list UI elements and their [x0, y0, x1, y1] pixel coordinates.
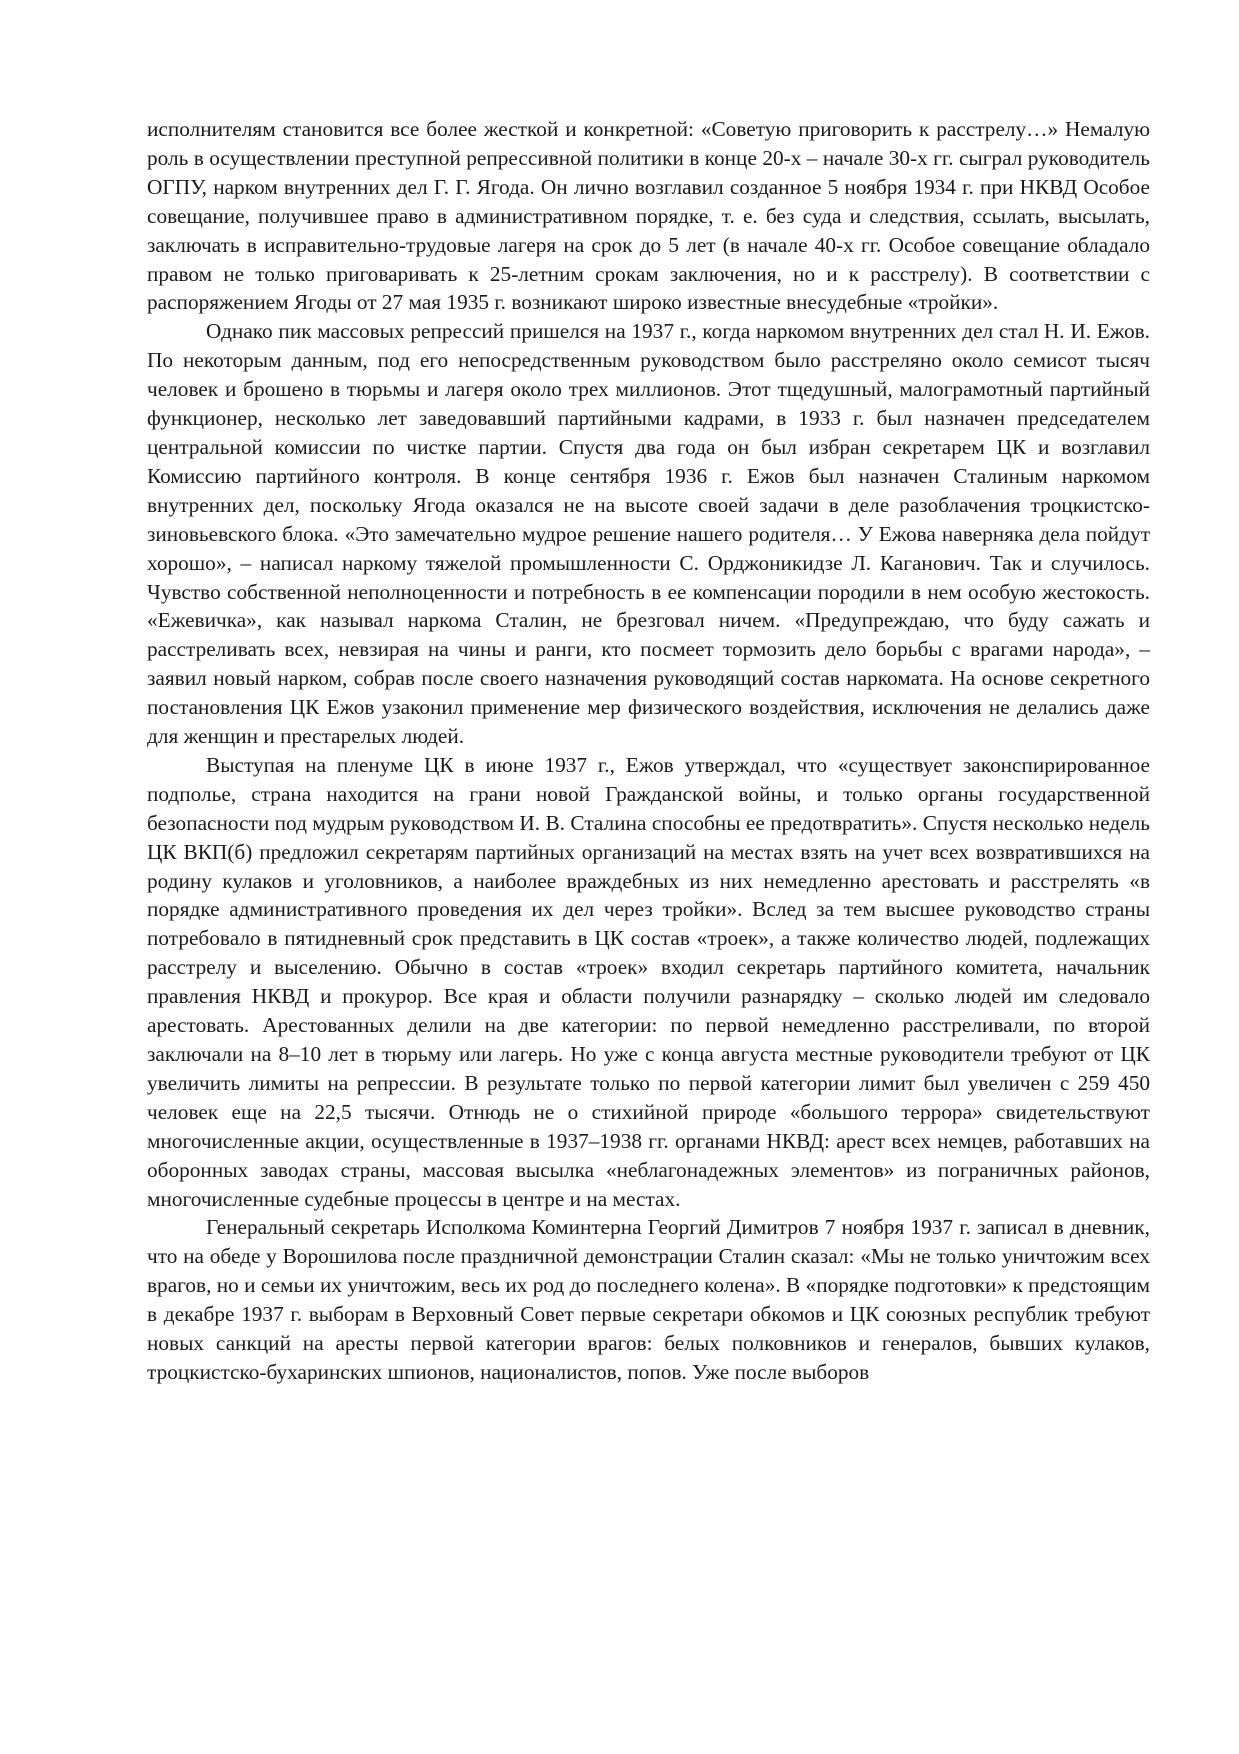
paragraph-plenum: Выступая на пленуме ЦК в июне 1937 г., Ежов утверждал, что «существует законспирированное подполье, страна находится на грани новой Гражданской войны, и только органы государственной безопасности под мудрым руководством И. В. Сталина способны ее предотвратить». Спустя несколько недель ЦК ВКП(б) предложил секретарям партийных организаций на местах взять на учет всех возвратившихся на родину кулаков и уголовников, а наиболее враждебных из них немедленно арестовать и расстрелять «в порядке административного проведения их дел через тройки». Вслед за тем высшее руководство страны потребовало в пятидневный срок представить в ЦК состав «троек», а также количество людей, подлежащих расстрелу и выселению. Обычно в состав «троек» входил секретарь партийного комитета, начальник правления НКВД и прокурор. Все края и области получили разнарядку – сколько людей им следовало арестовать. Арестованных делили на две категории: по первой немедленно расстреливали, по второй заключали на 8–10 лет в тюрьму или лагерь. Но уже с конца августа местные руководители требуют от ЦК увеличить лимиты на репрессии. В результате только по первой категории лимит был увеличен с 259 450 человек еще на 22,5 тысячи. Отнюдь не о стихийной природе «большого террора» свидетельствуют многочисленные акции, осуществленные в 1937–1938 гг. органами НКВД: арест всех немцев, работавших на оборонных заводах страны, массовая высылка «неблагонадежных элементов» из пограничных районов, многочисленные судебные процессы в центре и на местах. — [147, 752, 1150, 1211]
document-page — [147, 115, 1150, 1387]
paragraph-dimitrov: Генеральный секретарь Исполкома Коминтерна Георгий Димитров 7 ноября 1937 г. записал в дневник, что на обеде у Ворошилова после праздничной демонстрации Сталин сказал: «Мы не только уничтожим всех врагов, но и семьи их уничтожим, весь их род до последнего колена». В «порядке подготовки» к предстоящим в декабре 1937 г. выборам в Верховный Совет первые секретари обкомов и ЦК союзных республик требуют новых санкций на аресты первой категории врагов: белых полковников и генералов, бывших кулаков, троцкистско-бухаринских шпионов, националистов, попов. Уже после выборов — [147, 1215, 1150, 1384]
paragraph-yezhov: Однако пик массовых репрессий пришелся на 1937 г., когда наркомом внутренних дел стал Н. И. Ежов. По некоторым данным, под его непосредственным руководством было расстреляно около семисот тысяч человек и брошено в тюрьмы и лагеря около трех миллионов. Этот тщедушный, малограмотный партийный функционер, несколько лет заведовавший партийными кадрами, в 1933 г. был назначен председателем центральной комиссии по чистке партии. Спустя два года он был избран секретарем ЦК и возглавил Комиссию партийного контроля. В конце сентября 1936 г. Ежов был назначен Сталиным наркомом внутренних дел, поскольку Ягода оказался не на высоте своей задачи в деле разоблачения троцкистско-зиновьевского блока. «Это замечательно мудрое решение нашего родителя… У Ежова наверняка дела пойдут хорошо», – написал наркому тяжелой промышленности С. Орджоникидзе Л. Каганович. Так и случилось. Чувство собственной неполноценности и потребность в ее компенсации породили в нем особую жестокость. «Ежевичка», как называл наркома Сталин, не брезговал ничем. «Предупреждаю, что буду сажать и расстреливать всех, невзирая на чины и ранги, кто посмеет тормозить дело борьбы с врагами народа», – заявил новый нарком, собрав после своего назначения руководящий состав наркомата. На основе секретного постановления ЦК Ежов узаконил применение мер физического воздействия, исключения не делались даже для женщин и престарелых людей. — [147, 319, 1150, 749]
paragraph-continuation: исполнителям становится все более жесткой и конкретной: «Советую приговорить к расстрелу…» Немалую роль в осуществлении преступной репрессивной политики в конце 20-х – начале 30-х гг. сыграл руководитель ОГПУ, нарком внутренних дел Г. Г. Ягода. Он лично возглавил созданное 5 ноября 1934 г. при НКВД Особое совещание, получившее право в административном порядке, т. е. без суда и следствия, ссылать, высылать, заключать в исправительно-трудовые лагеря на срок до 5 лет (в начале 40-х гг. Особое совещание обладало правом не только приговаривать к 25-летним срокам заключения, но и к расстрелу). В соответствии с распоряжением Ягоды от 27 мая 1935 г. возникают широко известные внесудебные «тройки». — [147, 117, 1150, 315]
